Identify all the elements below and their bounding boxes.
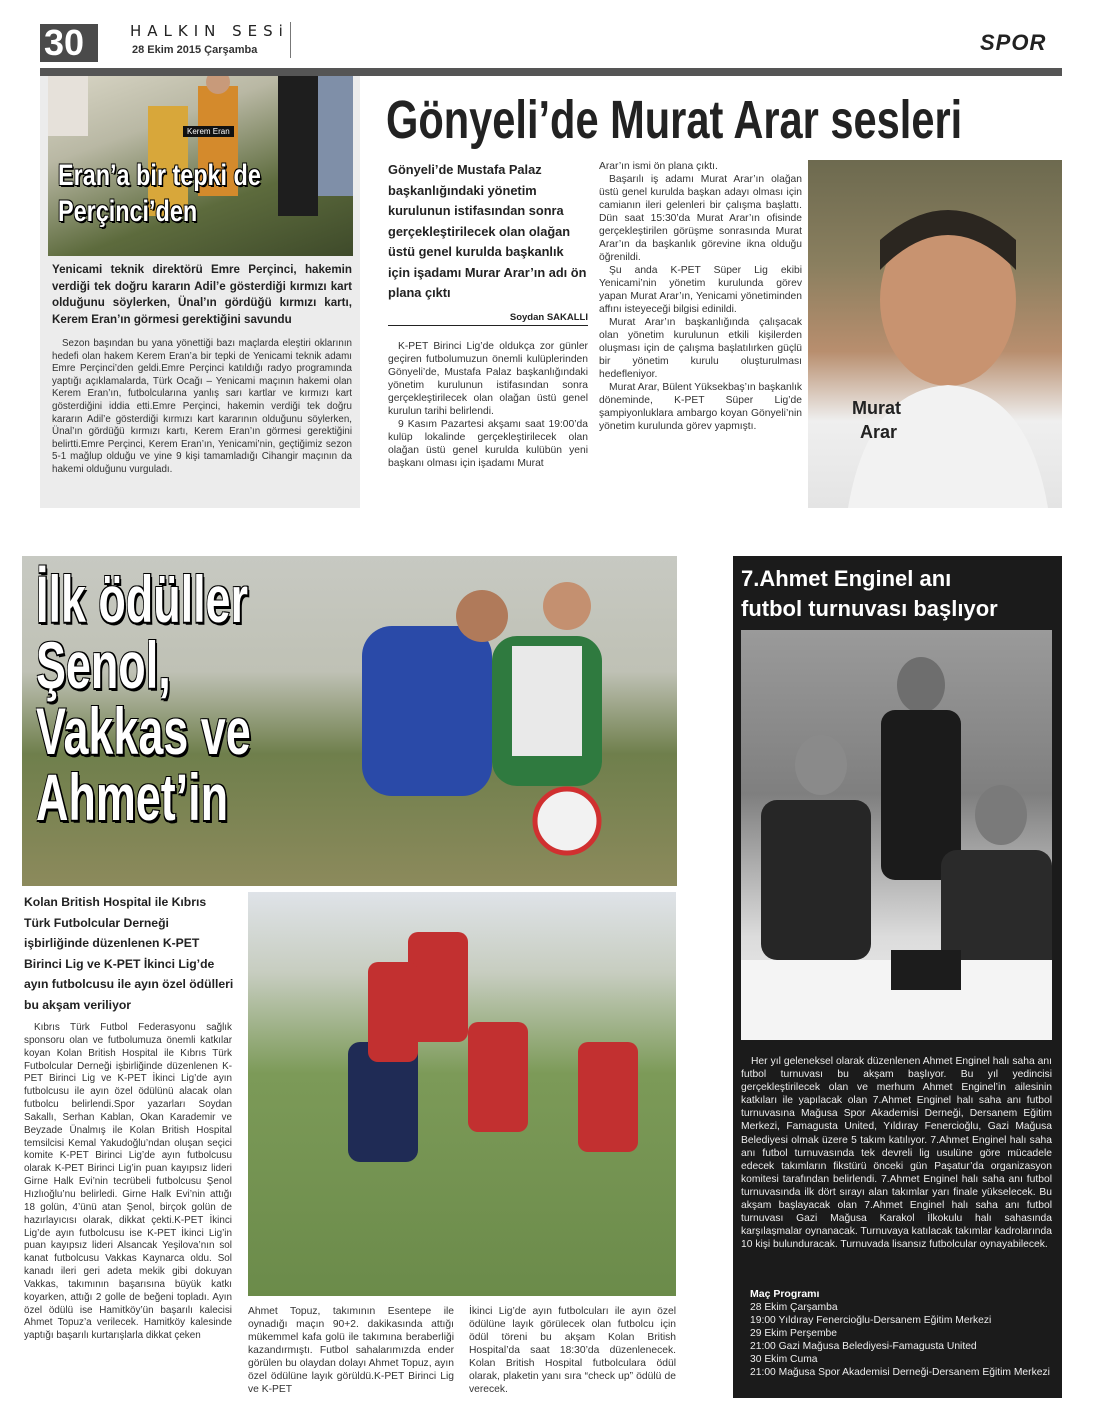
- awards-col2: Ahmet Topuz, takımının Esentepe ile oynadığı maçın 90+2. dakikasında attığı mükemmel kafa golü ile takımına beraberliği kazandırmıştı. Futbol sahalarımızda ender görülen bu olaydan dolayı Ahmet Topuz, ayın özel ödülüne layık görüldü.K-PET Birinci Lig ve K-PET: [248, 1306, 454, 1395]
- awards-headline-l1: İlk ödüller: [36, 562, 248, 636]
- murat-arar-photo: [808, 160, 1062, 508]
- arar-col2d-paragraph: Murat Arar’ın başkanlığında çalışacak olan yönetim kurulunun etkili kişilerden oluşması için de çalışma başlatılırken güçlü bir yönetim kurulu oluşturulması hedefleniyor.: [599, 317, 802, 380]
- arar-col2e-paragraph: Murat Arar, Bülent Yüksekbaş’ın başkanlık döneminde, K-PET Süper Lig’de şampiyonluklara ambargo koyan Gönyeli’nin yönetim kurulunda görev yapmıştı.: [599, 382, 802, 432]
- schedule-line: 30 Ekim Cuma: [750, 1354, 818, 1365]
- schedule-title: Maç Programı: [750, 1288, 820, 1300]
- enginel-headline: [741, 564, 1056, 624]
- page-number: 30: [44, 22, 85, 63]
- header-rule: [40, 68, 1062, 76]
- three-men-graphic: [741, 630, 1052, 1040]
- arar-headline: Gönyeli’de Murat Arar sesleri: [386, 90, 963, 150]
- match-schedule: [750, 1287, 1050, 1379]
- awards-photo: [22, 556, 677, 886]
- arar-col1: [388, 340, 588, 470]
- eran-headline-line2: Perçinci’den: [58, 195, 198, 228]
- awards-headline-l3: Vakkas ve: [36, 694, 251, 768]
- header-divider: [290, 22, 291, 58]
- photo-caption-kerem-eran: Kerem Eran: [183, 126, 234, 137]
- photo-label-murat: Murat: [852, 398, 901, 418]
- schedule-line: 29 Ekim Perşembe: [750, 1328, 837, 1339]
- portrait-graphic: [808, 160, 1062, 508]
- issue-date: 28 Ekim 2015 Çarşamba: [132, 44, 258, 56]
- paper-name: HALKIN SESi: [130, 22, 289, 40]
- awards-celebration-photo: [248, 892, 676, 1296]
- eran-headline-line1: Eran’a bir tepki de: [58, 159, 261, 192]
- celebrating-players-graphic: [248, 892, 676, 1296]
- arar-lead: Gönyeli’de Mustafa Palaz başkanlığındaki yönetim kurulunun istifasından sonra gerçekleştirilecek olan olağan üstü genel kurulda başkanlık için işadamı Murar Arar’ın adı ön plana çıktı: [388, 162, 587, 300]
- schedule-line: 19:00 Yıldıray Fenercioğlu-Dersanem Eğitim Merkezi: [750, 1315, 992, 1326]
- awards-headline-l2: Şenol,: [36, 628, 171, 702]
- arar-byline: Soydan SAKALLI: [509, 312, 588, 323]
- arar-byline-rule: [388, 325, 588, 326]
- enginel-body: Her yıl geleneksel olarak düzenlenen Ahmet Enginel halı saha anı futbol turnuvası bu akşam başlıyor. Bu yıl yedincisi gerçekleştirilecek olan ve merhum Ahmet Enginel’in ailesinin katkıları ile yapılacak olan 7.Ahmet Enginel halı saha anı futbol turnuvasına Mağusa Spor Akademisi Derneği, Dersanem Eğitim Merkezi, Famagusta United, Yıldıray Fenercioğlu, Gazi Mağusa Belediyesi olmak üzere 5 takım katılıyor. 7.Ahmet Enginel halı saha anı futbol turnuvasında tek devreli lig usulüne göre mücadele edecek takımların fikstürü önceki gün Paşatur’da organizasyon komitesi tarafından belirlendi. 7.Ahmet Enginel halı saha anı futbol turnuvasında ilk dört sırayı alan takımlar yarı finale yükselecek. Bu akşam başlayacak olan 7.Ahmet Enginel halı saha anı futbol turnuvası Gazi Mağusa Karakol İlkokulu halı sahasında karşılaşmalar oynanacak. Turnuvaya katılacak takımlar kadrolarında 10 kişi bulunduracak. Turnuvada lisansız futbolcular oynayabilecek.: [741, 1056, 1052, 1251]
- arar-col1b-paragraph: 9 Kasım Pazartesi akşamı saat 19:00’da kulüp lokalinde gerçekleştirilecek olan olağan üstü genel kurulda kulübün yeni başkanı olması için işadamı Murat: [388, 419, 588, 469]
- enginel-headline-l2: futbol turnuvası başlıyor: [741, 596, 998, 621]
- awards-col3: İkinci Lig’de ayın futbolcuları ile ayın özel ödülüne layık görülecek olan futbolcu için ödül töreni bu akşam Kolan British Hospital’da saat 18:30’da düzenlenecek. Kolan British Hospital futbolculara ödül olarak, plaketin yanı sıra “check up” ödülü de verecek.: [469, 1306, 676, 1395]
- awards-headline-l4: Ahmet’in: [36, 760, 228, 834]
- schedule-line: 21:00 Gazi Mağusa Belediyesi-Famagusta United: [750, 1341, 977, 1352]
- enginel-headline-l1: 7.Ahmet Enginel anı: [741, 566, 952, 591]
- awards-body: Kıbrıs Türk Futbol Federasyonu sağlık sponsoru olan ve futbolumuza önemli katkılar koyan Kolan British Hospital ile Kıbrıs Türk Futbolcular Derneği işbirliğinde düzenlenen K-PET Birinci Lig ve K-PET İkinci Lig’de ayın futbolcusu ile ayın özel ödülünü alacak olan futbolcu belirlendi.Spor yazarları Soydan Sakallı, Serhan Kablan, Okan Karademir ve Beyzade Ünalmış ile Kolan British Hospital temsilcisi Kemal Yakudoğlu’ndan oluşan seçici komite K-PET Birinci Lig’de ayın futbolcusu olarak K-PET Birinci Lig’in puan kayıpsız lideri Girne Halk Evi’nin tecrübeli futbolcusu Şenol Hızlıoğlu’nu belirledi. Girne Halk Evi’nin attığı 18 golün, 4’ünü atan Şenol, birçok golün de hazırlayıcısı olarak, dikkat çekti.K-PET İkinci Lig’de ayın futbolcusu ise K-PET İkinci Lig’in puan kayıpsız lideri Alsancak Yeşilova’nın sol kanat futbolcusu Vakkas Kaynarca oldu. Sol kanadı ileri geri adeta mekik gibi dokuyan Vakkas, takımının başarısına büyük katkı koyarken, attığı 2 golle de beğeni topladı. Ayın özel ödülü ise Hamitköy’ün başarılı kalecisi Ahmet Topuz’a verilecek. Hamitköy kalesinde yaptığı başarılı kurtarışlarla dikkat çeken: [24, 1022, 232, 1342]
- schedule-line: 28 Ekim Çarşamba: [750, 1302, 838, 1313]
- eran-headline: [58, 158, 348, 230]
- section-label: SPOR: [980, 30, 1047, 55]
- arar-col2c-paragraph: Şu anda K-PET Süper Lig ekibi Yenicami’nin yönetim kurulunda görev yapan Murat Arar’ın, Yenicami yönetiminden affını isteyeceği bilgisi edinildi.: [599, 265, 802, 315]
- eran-body: Sezon başından bu yana yönettiği bazı maçlarda eleştiri oklarının hedefi olan hakem Kerem Eran’a bir tepki de Yenicami teknik adamı Emre Perçinci’den geldi.Emre Perçinci katıldığı radyo programında yaptığı açıklamalarda, Türk Ocağı – Yenicami maçının hakemi olan Kerem Eran’ın, futbolcularına yanlış sarı kartlar ve kırmızı kart gösterdiğini iddia etti.Emre Perçinci, hakemin verdiği tek doğru kararın Adil’e gösterdiği kırmızı kart kararının olduğunu söylerken, Ünal’ın gördüğü kırmızı kartı, Kerem Eran’ın görmesi gerektiğini belirtti.Emre Perçinci, Kerem Eran’ın, Yenicami’nin, geçtiğimiz sezon 5-1 mağlup olduğu ve yine 9 kişi tamamladığı Cihangir maçının da hakemi olduğunu vurguladı.: [52, 338, 352, 475]
- arar-col2a-paragraph: Arar’ın ismi ön plana çıktı.: [599, 161, 718, 172]
- eran-lead: Yenicami teknik direktörü Emre Perçinci, hakemin verdiği tek doğru kararın Adil’e gösterdiği kırmızı kart olduğunu söylerken, Ünal’ın gördüğü kırmızı kartı, Kerem Eran’ın görmesi gerektiğini savundu: [52, 263, 352, 326]
- eran-photo: [48, 76, 353, 256]
- arar-col2b-paragraph: Başarılı iş adamı Murat Arar’ın olağan üstü genel kurulda başkan adayı olması için camianın ileri gelenleri bir çalışma başlattı. Dün saat 15:30’da Murat Arar’ın ofisinde gerçekleştirilen görüşme sonrasında Murat Arar’ın da başkanlık görevine ikna olduğu öğrenildi.: [599, 174, 802, 263]
- arar-col2: [599, 160, 802, 433]
- arar-col1-paragraph: K-PET Birinci Lig’de oldukça zor günler geçiren futbolumuzun önemli kulüplerinden Gönyeli’de, Mustafa Palaz başkanlığındaki yönetim kurulunun istifasından sonra gerçekleştirilecek olan olağan üstü genel kurulun tarihi belirlendi.: [388, 341, 588, 417]
- awards-headline: [36, 562, 376, 834]
- enginel-photo: [741, 630, 1052, 1040]
- page-number-block: [40, 24, 98, 62]
- photo-label-arar: Arar: [860, 422, 898, 442]
- schedule-line: 21:00 Mağusa Spor Akademisi Derneği-Dersanem Eğitim Merkezi: [750, 1367, 1050, 1378]
- awards-lead: Kolan British Hospital ile Kıbrıs Türk Futbolcular Derneği işbirliğinde düzenlenen K-PET Birinci Lig ve K-PET İkinci Lig’de ayın futbolcusu ile ayın özel ödülleri bu akşam veriliyor: [24, 895, 234, 1012]
